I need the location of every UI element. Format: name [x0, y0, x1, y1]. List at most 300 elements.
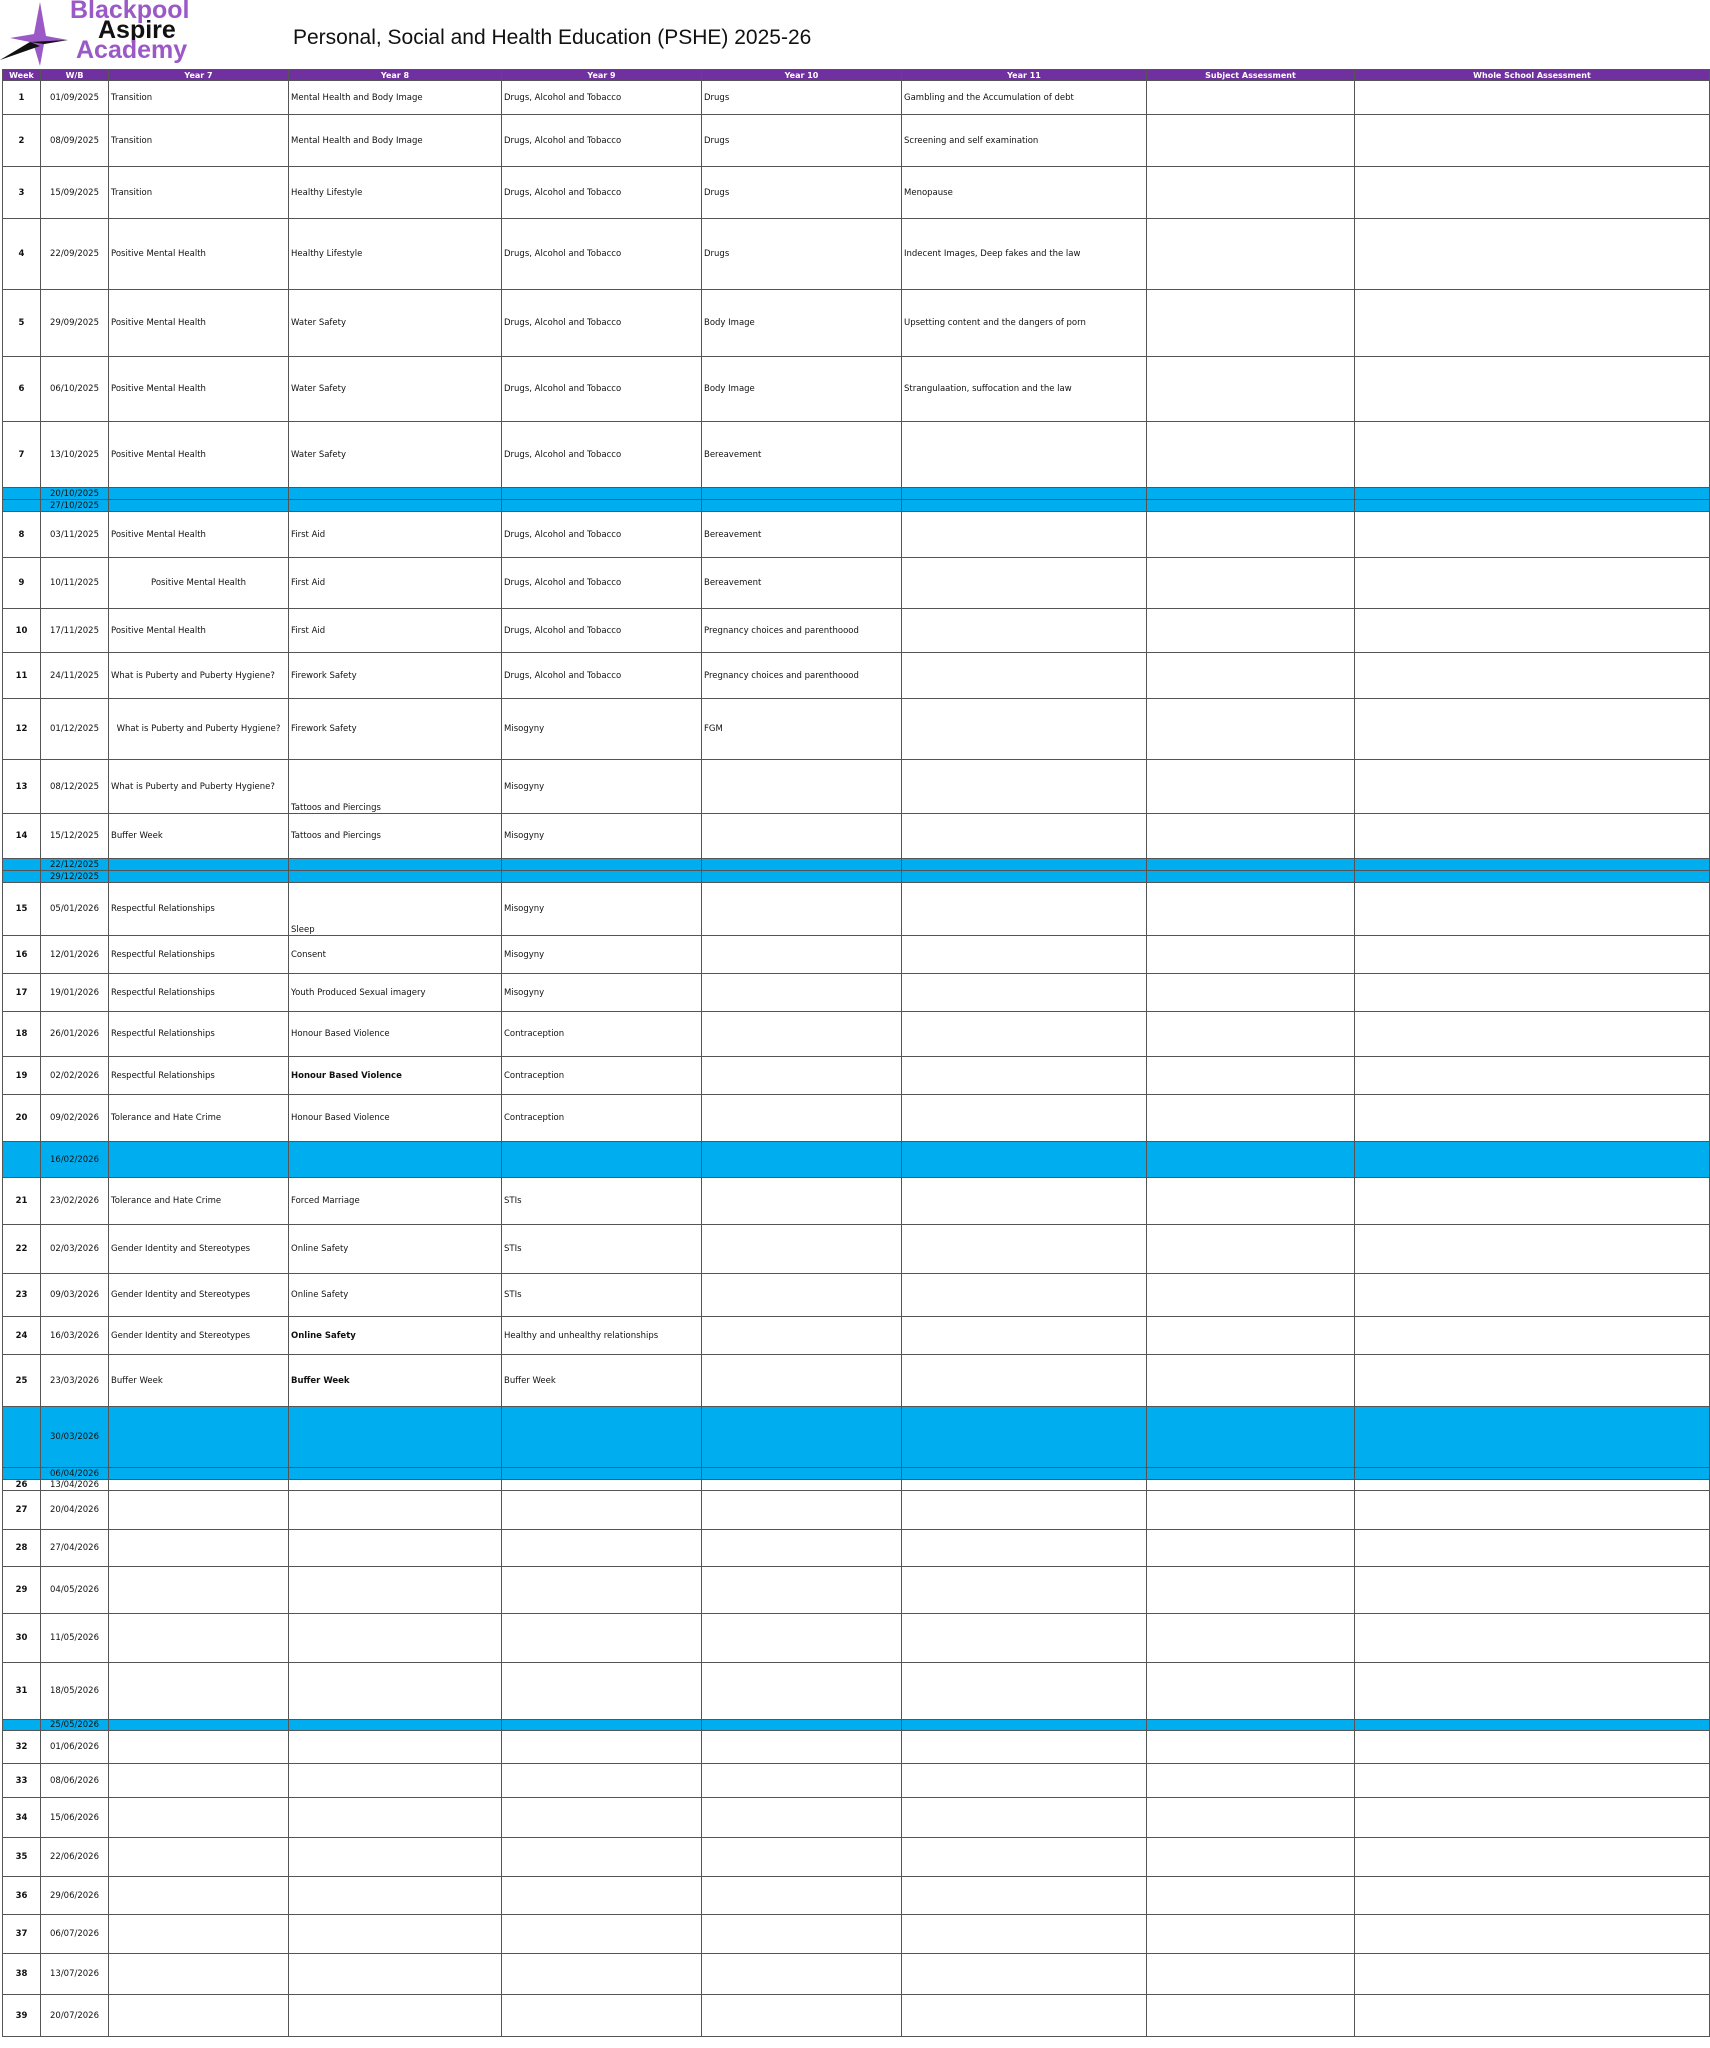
year7-cell: Gender Identity and Stereotypes — [109, 1225, 289, 1274]
subject-assessment-cell — [1147, 1995, 1355, 2037]
whole-school-assessment-cell — [1355, 760, 1710, 814]
whole-school-assessment-cell — [1355, 512, 1710, 558]
logo-text-aspire: Aspire — [98, 16, 176, 44]
subject-assessment-cell — [1147, 1915, 1355, 1954]
year10-cell — [702, 859, 902, 871]
page-title: Personal, Social and Health Education (PSHE) 2025-26 — [293, 26, 812, 49]
year11-cell — [902, 1798, 1147, 1838]
wb-date-cell: 11/05/2026 — [41, 1614, 109, 1663]
year10-cell: Drugs — [702, 81, 902, 115]
year9-cell — [502, 1915, 702, 1954]
week-cell: 3 — [3, 167, 41, 219]
week-cell: 15 — [3, 883, 41, 936]
year11-cell — [902, 1491, 1147, 1530]
table-row — [3, 936, 1710, 974]
whole-school-assessment-cell — [1355, 1877, 1710, 1915]
year9-cell: Contraception — [502, 1012, 702, 1057]
year9-cell: Drugs, Alcohol and Tobacco — [502, 167, 702, 219]
wb-date-cell: 15/12/2025 — [41, 814, 109, 859]
subject-assessment-cell — [1147, 883, 1355, 936]
year9-cell: Drugs, Alcohol and Tobacco — [502, 219, 702, 290]
wb-date-cell: 01/12/2025 — [41, 699, 109, 760]
holiday-row — [3, 1720, 1710, 1731]
whole-school-assessment-cell — [1355, 1480, 1710, 1491]
year10-cell — [702, 1178, 902, 1225]
year11-cell — [902, 1731, 1147, 1764]
whole-school-assessment-cell — [1355, 1142, 1710, 1178]
year10-cell: Bereavement — [702, 422, 902, 488]
week-cell: 19 — [3, 1057, 41, 1095]
year9-cell: Contraception — [502, 1057, 702, 1095]
whole-school-assessment-cell — [1355, 488, 1710, 500]
year7-cell — [109, 871, 289, 883]
subject-assessment-cell — [1147, 1764, 1355, 1798]
wb-date-cell: 19/01/2026 — [41, 974, 109, 1012]
year7-cell: Positive Mental Health — [109, 558, 289, 609]
table-row — [3, 1480, 1710, 1491]
year8-cell: Healthy Lifestyle — [289, 219, 502, 290]
year7-cell: Transition — [109, 167, 289, 219]
year7-cell: Respectful Relationships — [109, 936, 289, 974]
table-row — [3, 1530, 1710, 1567]
week-cell: 5 — [3, 290, 41, 357]
week-cell: 6 — [3, 357, 41, 422]
table-row — [3, 167, 1710, 219]
whole-school-assessment-cell — [1355, 883, 1710, 936]
pshe-plan-table — [2, 69, 1710, 2037]
wb-date-cell: 02/03/2026 — [41, 1225, 109, 1274]
year9-cell: Drugs, Alcohol and Tobacco — [502, 115, 702, 167]
year10-cell — [702, 488, 902, 500]
year9-cell: Misogyny — [502, 936, 702, 974]
logo-text-academy: Academy — [76, 36, 188, 64]
table-row — [3, 609, 1710, 653]
year9-cell — [502, 1954, 702, 1995]
year10-cell — [702, 1095, 902, 1142]
week-cell: 28 — [3, 1530, 41, 1567]
year11-cell — [902, 1225, 1147, 1274]
year11-cell — [902, 1407, 1147, 1468]
wb-date-cell: 26/01/2026 — [41, 1012, 109, 1057]
table-row — [3, 357, 1710, 422]
week-cell: 4 — [3, 219, 41, 290]
wb-date-cell: 29/06/2026 — [41, 1877, 109, 1915]
year7-cell: Tolerance and Hate Crime — [109, 1178, 289, 1225]
table-row — [3, 1798, 1710, 1838]
year9-cell: Drugs, Alcohol and Tobacco — [502, 558, 702, 609]
wb-date-cell: 13/04/2026 — [41, 1480, 109, 1491]
year11-cell — [902, 1567, 1147, 1614]
subject-assessment-cell — [1147, 81, 1355, 115]
subject-assessment-cell — [1147, 115, 1355, 167]
table-body — [3, 81, 1710, 2037]
week-cell: 8 — [3, 512, 41, 558]
whole-school-assessment-cell — [1355, 936, 1710, 974]
subject-assessment-cell — [1147, 1057, 1355, 1095]
year8-cell — [289, 1663, 502, 1720]
year9-cell: Misogyny — [502, 974, 702, 1012]
year9-cell — [502, 1468, 702, 1480]
year7-cell — [109, 1731, 289, 1764]
year7-cell — [109, 1614, 289, 1663]
year8-cell — [289, 871, 502, 883]
whole-school-assessment-cell — [1355, 1764, 1710, 1798]
year11-cell — [902, 609, 1147, 653]
year9-cell — [502, 1720, 702, 1731]
whole-school-assessment-cell — [1355, 1614, 1710, 1663]
year11-cell — [902, 814, 1147, 859]
whole-school-assessment-cell — [1355, 1355, 1710, 1407]
year9-cell: STIs — [502, 1225, 702, 1274]
wb-date-cell: 13/07/2026 — [41, 1954, 109, 1995]
subject-assessment-cell — [1147, 1178, 1355, 1225]
col-header-week: Week — [3, 70, 41, 81]
year10-cell — [702, 1530, 902, 1567]
subject-assessment-cell — [1147, 500, 1355, 512]
year10-cell: Drugs — [702, 219, 902, 290]
year9-cell: STIs — [502, 1178, 702, 1225]
week-cell: 24 — [3, 1317, 41, 1355]
week-cell — [3, 488, 41, 500]
year8-cell: Honour Based Violence — [289, 1012, 502, 1057]
whole-school-assessment-cell — [1355, 1838, 1710, 1877]
week-cell: 37 — [3, 1915, 41, 1954]
year8-cell — [289, 1480, 502, 1491]
week-cell: 22 — [3, 1225, 41, 1274]
subject-assessment-cell — [1147, 1614, 1355, 1663]
week-cell: 31 — [3, 1663, 41, 1720]
year9-cell — [502, 1838, 702, 1877]
year8-cell: Mental Health and Body Image — [289, 115, 502, 167]
subject-assessment-cell — [1147, 1798, 1355, 1838]
holiday-row — [3, 859, 1710, 871]
table-row — [3, 1731, 1710, 1764]
year7-cell: Positive Mental Health — [109, 290, 289, 357]
year11-cell — [902, 500, 1147, 512]
wb-date-cell: 20/04/2026 — [41, 1491, 109, 1530]
year8-cell — [289, 1491, 502, 1530]
subject-assessment-cell — [1147, 1012, 1355, 1057]
whole-school-assessment-cell — [1355, 290, 1710, 357]
year10-cell — [702, 1877, 902, 1915]
whole-school-assessment-cell — [1355, 500, 1710, 512]
year11-cell: Menopause — [902, 167, 1147, 219]
wb-date-cell: 02/02/2026 — [41, 1057, 109, 1095]
year11-cell: Upsetting content and the dangers of porn — [902, 290, 1147, 357]
year9-cell: Drugs, Alcohol and Tobacco — [502, 653, 702, 699]
year9-cell — [502, 1995, 702, 2037]
year7-cell — [109, 488, 289, 500]
wb-date-cell: 16/03/2026 — [41, 1317, 109, 1355]
wb-date-cell: 23/02/2026 — [41, 1178, 109, 1225]
year8-cell — [289, 1142, 502, 1178]
week-cell — [3, 1468, 41, 1480]
week-cell: 32 — [3, 1731, 41, 1764]
wb-date-cell: 22/06/2026 — [41, 1838, 109, 1877]
year8-cell — [289, 1567, 502, 1614]
year7-cell: Buffer Week — [109, 1355, 289, 1407]
table-row — [3, 1877, 1710, 1915]
year9-cell — [502, 1567, 702, 1614]
year8-cell — [289, 1915, 502, 1954]
year8-cell — [289, 1720, 502, 1731]
year8-cell: Buffer Week — [289, 1355, 502, 1407]
year8-cell — [289, 1530, 502, 1567]
year7-cell — [109, 1468, 289, 1480]
table-row — [3, 1178, 1710, 1225]
year10-cell — [702, 1838, 902, 1877]
subject-assessment-cell — [1147, 1468, 1355, 1480]
table-header-row — [3, 70, 1710, 81]
year8-cell: Sleep — [289, 883, 502, 936]
year10-cell — [702, 814, 902, 859]
year8-cell — [289, 488, 502, 500]
year11-cell — [902, 488, 1147, 500]
page-header — [0, 0, 1710, 68]
week-cell: 39 — [3, 1995, 41, 2037]
year8-cell — [289, 1731, 502, 1764]
year11-cell — [902, 558, 1147, 609]
week-cell: 36 — [3, 1877, 41, 1915]
year11-cell — [902, 1838, 1147, 1877]
wb-date-cell: 23/03/2026 — [41, 1355, 109, 1407]
table-row — [3, 1915, 1710, 1954]
table-row — [3, 81, 1710, 115]
year7-cell — [109, 1915, 289, 1954]
week-cell: 20 — [3, 1095, 41, 1142]
subject-assessment-cell — [1147, 814, 1355, 859]
year9-cell — [502, 1407, 702, 1468]
year8-cell — [289, 1954, 502, 1995]
year9-cell — [502, 1142, 702, 1178]
wb-date-cell: 06/10/2025 — [41, 357, 109, 422]
whole-school-assessment-cell — [1355, 1468, 1710, 1480]
year11-cell — [902, 422, 1147, 488]
whole-school-assessment-cell — [1355, 1095, 1710, 1142]
year10-cell — [702, 974, 902, 1012]
whole-school-assessment-cell — [1355, 974, 1710, 1012]
year10-cell: Body Image — [702, 357, 902, 422]
table-row — [3, 422, 1710, 488]
year8-cell: Consent — [289, 936, 502, 974]
year10-cell: Body Image — [702, 290, 902, 357]
wb-date-cell: 20/10/2025 — [41, 488, 109, 500]
year9-cell — [502, 500, 702, 512]
week-cell: 33 — [3, 1764, 41, 1798]
year8-cell — [289, 1995, 502, 2037]
week-cell: 26 — [3, 1480, 41, 1491]
subject-assessment-cell — [1147, 1877, 1355, 1915]
year8-cell: Mental Health and Body Image — [289, 81, 502, 115]
year11-cell — [902, 974, 1147, 1012]
wb-date-cell: 10/11/2025 — [41, 558, 109, 609]
whole-school-assessment-cell — [1355, 1012, 1710, 1057]
year11-cell — [902, 1057, 1147, 1095]
wb-date-cell: 15/06/2026 — [41, 1798, 109, 1838]
holiday-row — [3, 871, 1710, 883]
wb-date-cell: 08/12/2025 — [41, 760, 109, 814]
year9-cell: STIs — [502, 1274, 702, 1317]
year10-cell — [702, 1491, 902, 1530]
subject-assessment-cell — [1147, 1355, 1355, 1407]
year7-cell: Gender Identity and Stereotypes — [109, 1274, 289, 1317]
year8-cell: First Aid — [289, 609, 502, 653]
subject-assessment-cell — [1147, 859, 1355, 871]
year8-cell: Honour Based Violence — [289, 1057, 502, 1095]
whole-school-assessment-cell — [1355, 1178, 1710, 1225]
col-header-wb: W/B — [41, 70, 109, 81]
subject-assessment-cell — [1147, 609, 1355, 653]
holiday-row — [3, 500, 1710, 512]
year7-cell: Respectful Relationships — [109, 1012, 289, 1057]
year8-cell: Online Safety — [289, 1274, 502, 1317]
year9-cell — [502, 871, 702, 883]
year7-cell: Positive Mental Health — [109, 422, 289, 488]
subject-assessment-cell — [1147, 1317, 1355, 1355]
year7-cell: Positive Mental Health — [109, 609, 289, 653]
week-cell: 13 — [3, 760, 41, 814]
subject-assessment-cell — [1147, 422, 1355, 488]
wb-date-cell: 09/02/2026 — [41, 1095, 109, 1142]
year9-cell — [502, 1798, 702, 1838]
whole-school-assessment-cell — [1355, 1530, 1710, 1567]
week-cell: 14 — [3, 814, 41, 859]
subject-assessment-cell — [1147, 1567, 1355, 1614]
table-row — [3, 1567, 1710, 1614]
year7-cell — [109, 500, 289, 512]
year11-cell — [902, 1095, 1147, 1142]
holiday-row — [3, 1468, 1710, 1480]
year10-cell — [702, 1407, 902, 1468]
subject-assessment-cell — [1147, 974, 1355, 1012]
whole-school-assessment-cell — [1355, 1317, 1710, 1355]
col-header-year9: Year 9 — [502, 70, 702, 81]
year11-cell — [902, 1954, 1147, 1995]
week-cell — [3, 500, 41, 512]
year9-cell: Drugs, Alcohol and Tobacco — [502, 422, 702, 488]
year7-cell: Respectful Relationships — [109, 883, 289, 936]
year9-cell: Drugs, Alcohol and Tobacco — [502, 609, 702, 653]
whole-school-assessment-cell — [1355, 81, 1710, 115]
col-header-year11: Year 11 — [902, 70, 1147, 81]
whole-school-assessment-cell — [1355, 1057, 1710, 1095]
subject-assessment-cell — [1147, 357, 1355, 422]
year7-cell: Positive Mental Health — [109, 219, 289, 290]
year7-cell: What is Puberty and Puberty Hygiene? — [109, 653, 289, 699]
subject-assessment-cell — [1147, 1142, 1355, 1178]
subject-assessment-cell — [1147, 1530, 1355, 1567]
year10-cell — [702, 1142, 902, 1178]
table-row — [3, 1491, 1710, 1530]
year9-cell: Drugs, Alcohol and Tobacco — [502, 512, 702, 558]
holiday-row — [3, 488, 1710, 500]
col-header-subject-assessment: Subject Assessment — [1147, 70, 1355, 81]
logo-star-icon — [0, 2, 68, 66]
whole-school-assessment-cell — [1355, 1274, 1710, 1317]
subject-assessment-cell — [1147, 871, 1355, 883]
year7-cell — [109, 1142, 289, 1178]
whole-school-assessment-cell — [1355, 699, 1710, 760]
year9-cell — [502, 1764, 702, 1798]
table-row — [3, 219, 1710, 290]
table-row — [3, 1764, 1710, 1798]
year10-cell — [702, 1567, 902, 1614]
subject-assessment-cell — [1147, 290, 1355, 357]
year11-cell — [902, 1317, 1147, 1355]
whole-school-assessment-cell — [1355, 1731, 1710, 1764]
year11-cell — [902, 1995, 1147, 2037]
year9-cell: Misogyny — [502, 814, 702, 859]
year8-cell — [289, 1407, 502, 1468]
col-header-year8: Year 8 — [289, 70, 502, 81]
whole-school-assessment-cell — [1355, 871, 1710, 883]
year11-cell — [902, 1355, 1147, 1407]
year10-cell — [702, 760, 902, 814]
whole-school-assessment-cell — [1355, 653, 1710, 699]
wb-date-cell: 01/06/2026 — [41, 1731, 109, 1764]
wb-date-cell: 24/11/2025 — [41, 653, 109, 699]
table-row — [3, 1225, 1710, 1274]
year11-cell — [902, 1614, 1147, 1663]
whole-school-assessment-cell — [1355, 1798, 1710, 1838]
year10-cell — [702, 1480, 902, 1491]
year7-cell — [109, 1764, 289, 1798]
whole-school-assessment-cell — [1355, 1407, 1710, 1468]
wb-date-cell: 06/07/2026 — [41, 1915, 109, 1954]
year7-cell: Tolerance and Hate Crime — [109, 1095, 289, 1142]
year11-cell — [902, 883, 1147, 936]
wb-date-cell: 27/04/2026 — [41, 1530, 109, 1567]
whole-school-assessment-cell — [1355, 814, 1710, 859]
week-cell — [3, 1720, 41, 1731]
table-row — [3, 1274, 1710, 1317]
year9-cell — [502, 1731, 702, 1764]
week-cell: 7 — [3, 422, 41, 488]
year7-cell: Buffer Week — [109, 814, 289, 859]
subject-assessment-cell — [1147, 1720, 1355, 1731]
year9-cell: Contraception — [502, 1095, 702, 1142]
subject-assessment-cell — [1147, 1407, 1355, 1468]
week-cell: 18 — [3, 1012, 41, 1057]
subject-assessment-cell — [1147, 1480, 1355, 1491]
wb-date-cell: 27/10/2025 — [41, 500, 109, 512]
year7-cell: Transition — [109, 81, 289, 115]
week-cell: 2 — [3, 115, 41, 167]
year8-cell: Water Safety — [289, 422, 502, 488]
subject-assessment-cell — [1147, 1838, 1355, 1877]
year10-cell — [702, 1798, 902, 1838]
year10-cell — [702, 1355, 902, 1407]
subject-assessment-cell — [1147, 653, 1355, 699]
year10-cell: FGM — [702, 699, 902, 760]
week-cell: 21 — [3, 1178, 41, 1225]
whole-school-assessment-cell — [1355, 1954, 1710, 1995]
wb-date-cell: 29/09/2025 — [41, 290, 109, 357]
week-cell: 38 — [3, 1954, 41, 1995]
year10-cell — [702, 1614, 902, 1663]
subject-assessment-cell — [1147, 219, 1355, 290]
subject-assessment-cell — [1147, 760, 1355, 814]
year7-cell: Respectful Relationships — [109, 1057, 289, 1095]
year11-cell — [902, 1142, 1147, 1178]
year11-cell — [902, 699, 1147, 760]
wb-date-cell: 12/01/2026 — [41, 936, 109, 974]
wb-date-cell: 29/12/2025 — [41, 871, 109, 883]
week-cell: 34 — [3, 1798, 41, 1838]
year7-cell: Respectful Relationships — [109, 974, 289, 1012]
table-row — [3, 1057, 1710, 1095]
wb-date-cell: 09/03/2026 — [41, 1274, 109, 1317]
